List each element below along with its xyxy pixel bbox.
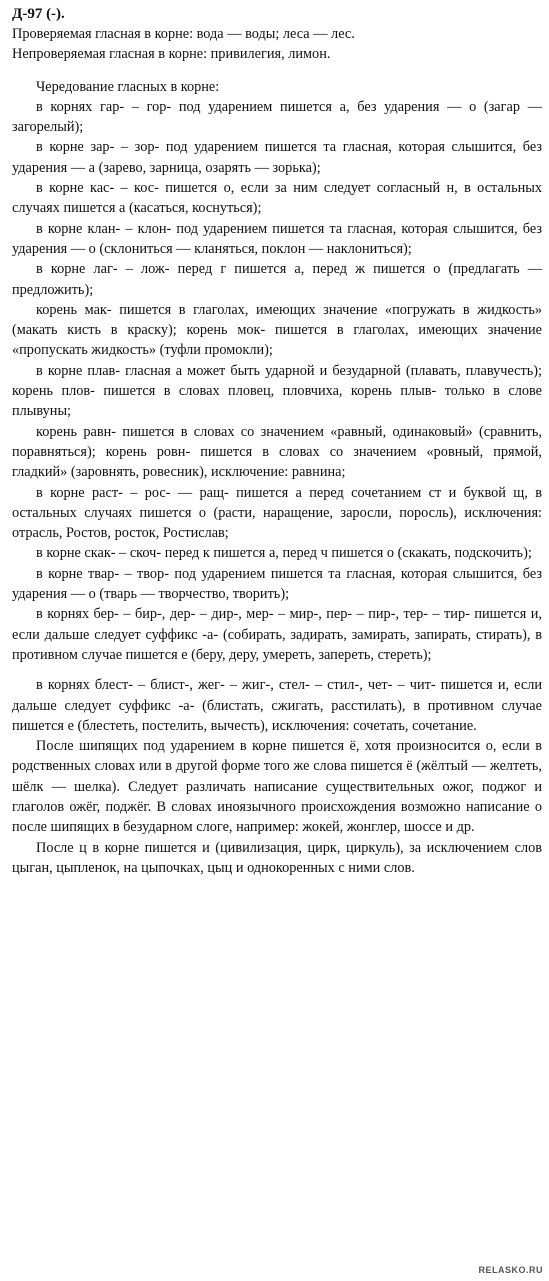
rule-zar-zor: в корне зар- – зор- под ударением пишется та гласная, которая слышится, без ударения — а (зарево, зарница, озарять — зорька); <box>12 139 542 176</box>
rule-ravn-rovn: корень равн- пишется в словах со значением «равный, одинаковый» (сравнить, поравняться); корень ровн- пишется в словах со значением «ровный, прямой, гладкий» (заровнять, ровесник), исключение: равнина; <box>12 423 542 481</box>
rule-tvar-tvor: в корне твар- – твор- под ударением пишется та гласная, которая слышится, без ударения — о (тварь — творчество, творить); <box>12 565 542 603</box>
intro-unchecked-vowel: Непроверяемая гласная в корне: привилегия, лимон. <box>12 46 331 63</box>
rule-mak-mok: корень мак- пишется в глаголах, имеющих значение «погружать в жидкость» (макать кисть в краску); корень мок- пишется в глаголах, имеющих значение «пропускать жидкость» (туфли промокли); <box>12 301 542 359</box>
site-watermark: RELASKO.RU <box>478 1265 543 1275</box>
rule-plav-plov-plyv: в корне плав- гласная а может быть ударной и безударной (плавать, плавучесть); корень плов- пишется в словах пловец, пловчиха, корень плыв- только в слове плывуны; <box>12 362 542 420</box>
rule-klan-klon: в корне клан- – клон- под ударением пишется та гласная, которая слышится, без ударения — о (склониться — кланяться, поклон — наклониться); <box>12 220 542 257</box>
rule-blest-blist: в корнях блест- – блист-, жег- – жиг-, стел- – стил-, чет- – чит- пишется и, если дальше следует суффикс -а- (блистать, сжигать, расстилать), в противном случае пишется е (блестеть, постелить, вычесть), исключения: сочетать, сочетание. <box>12 677 542 734</box>
note-after-ts: После ц в корне пишется и (цивилизация, цирк, циркуль), за исключением слов цыган, цыпленок, на цыпочках, цыц и однокоренных с ними слов. <box>12 839 542 876</box>
rule-skak-skoch: в корне скак- – скоч- перед к пишется а, перед ч пишется о (скакать, подскочить); <box>36 545 532 562</box>
intro-checked-vowel: Проверяемая гласная в корне: вода — воды; леса — лес. <box>12 26 355 42</box>
alternation-heading: Чередование гласных в корне: <box>36 78 220 95</box>
note-sibilants: После шипящих под ударением в корне пишется ё, хотя произносится о, если в родственных словах или в другой форме того же слова пишется ё (жёлтый — желтеть, шёлк — шелка). Следует различать написание существительных ожог, поджог и глаголов ожёг, поджёг. В словах иноязычного происхождения возможно написание о после шипящих в безударном слоге, например: жокей, жонглер, шоссе и др. <box>12 738 542 836</box>
rule-rast-ros-rasch: в корне раст- – рос- — ращ- пишется а перед сочетанием ст и буквой щ, в остальных случаях пишется о (расти, наращение, заросли, поросль), исключения: отрасль, Ростов, росток, Ростислав; <box>12 484 542 542</box>
rule-ber-bir: в корнях бер- – бир-, дер- – дир-, мер- – мир-, пер- – пир-, тер- – тир- пишется и, если дальше следует суффикс -а- (собирать, задирать, замирать, запирать, стирать), в противном случае пишется е (беру, деру, умереть, запереть, стереть); <box>12 606 542 663</box>
exercise-title: Д-97 (-). <box>12 6 65 22</box>
rule-kas-kos: в корне кас- – кос- пишется о, если за ним следует согласный н, в остальных случаях пишется а (касаться, коснуться); <box>12 180 542 217</box>
rule-lag-lozh: в корне лаг- – лож- перед г пишется а, перед ж пишется о (предлагать — предложить); <box>12 261 542 298</box>
rule-gar-gor: в корнях гар- – гор- под ударением пишется а, без ударения — о (загар — загорелый); <box>12 98 542 136</box>
document-page <box>12 4 542 878</box>
